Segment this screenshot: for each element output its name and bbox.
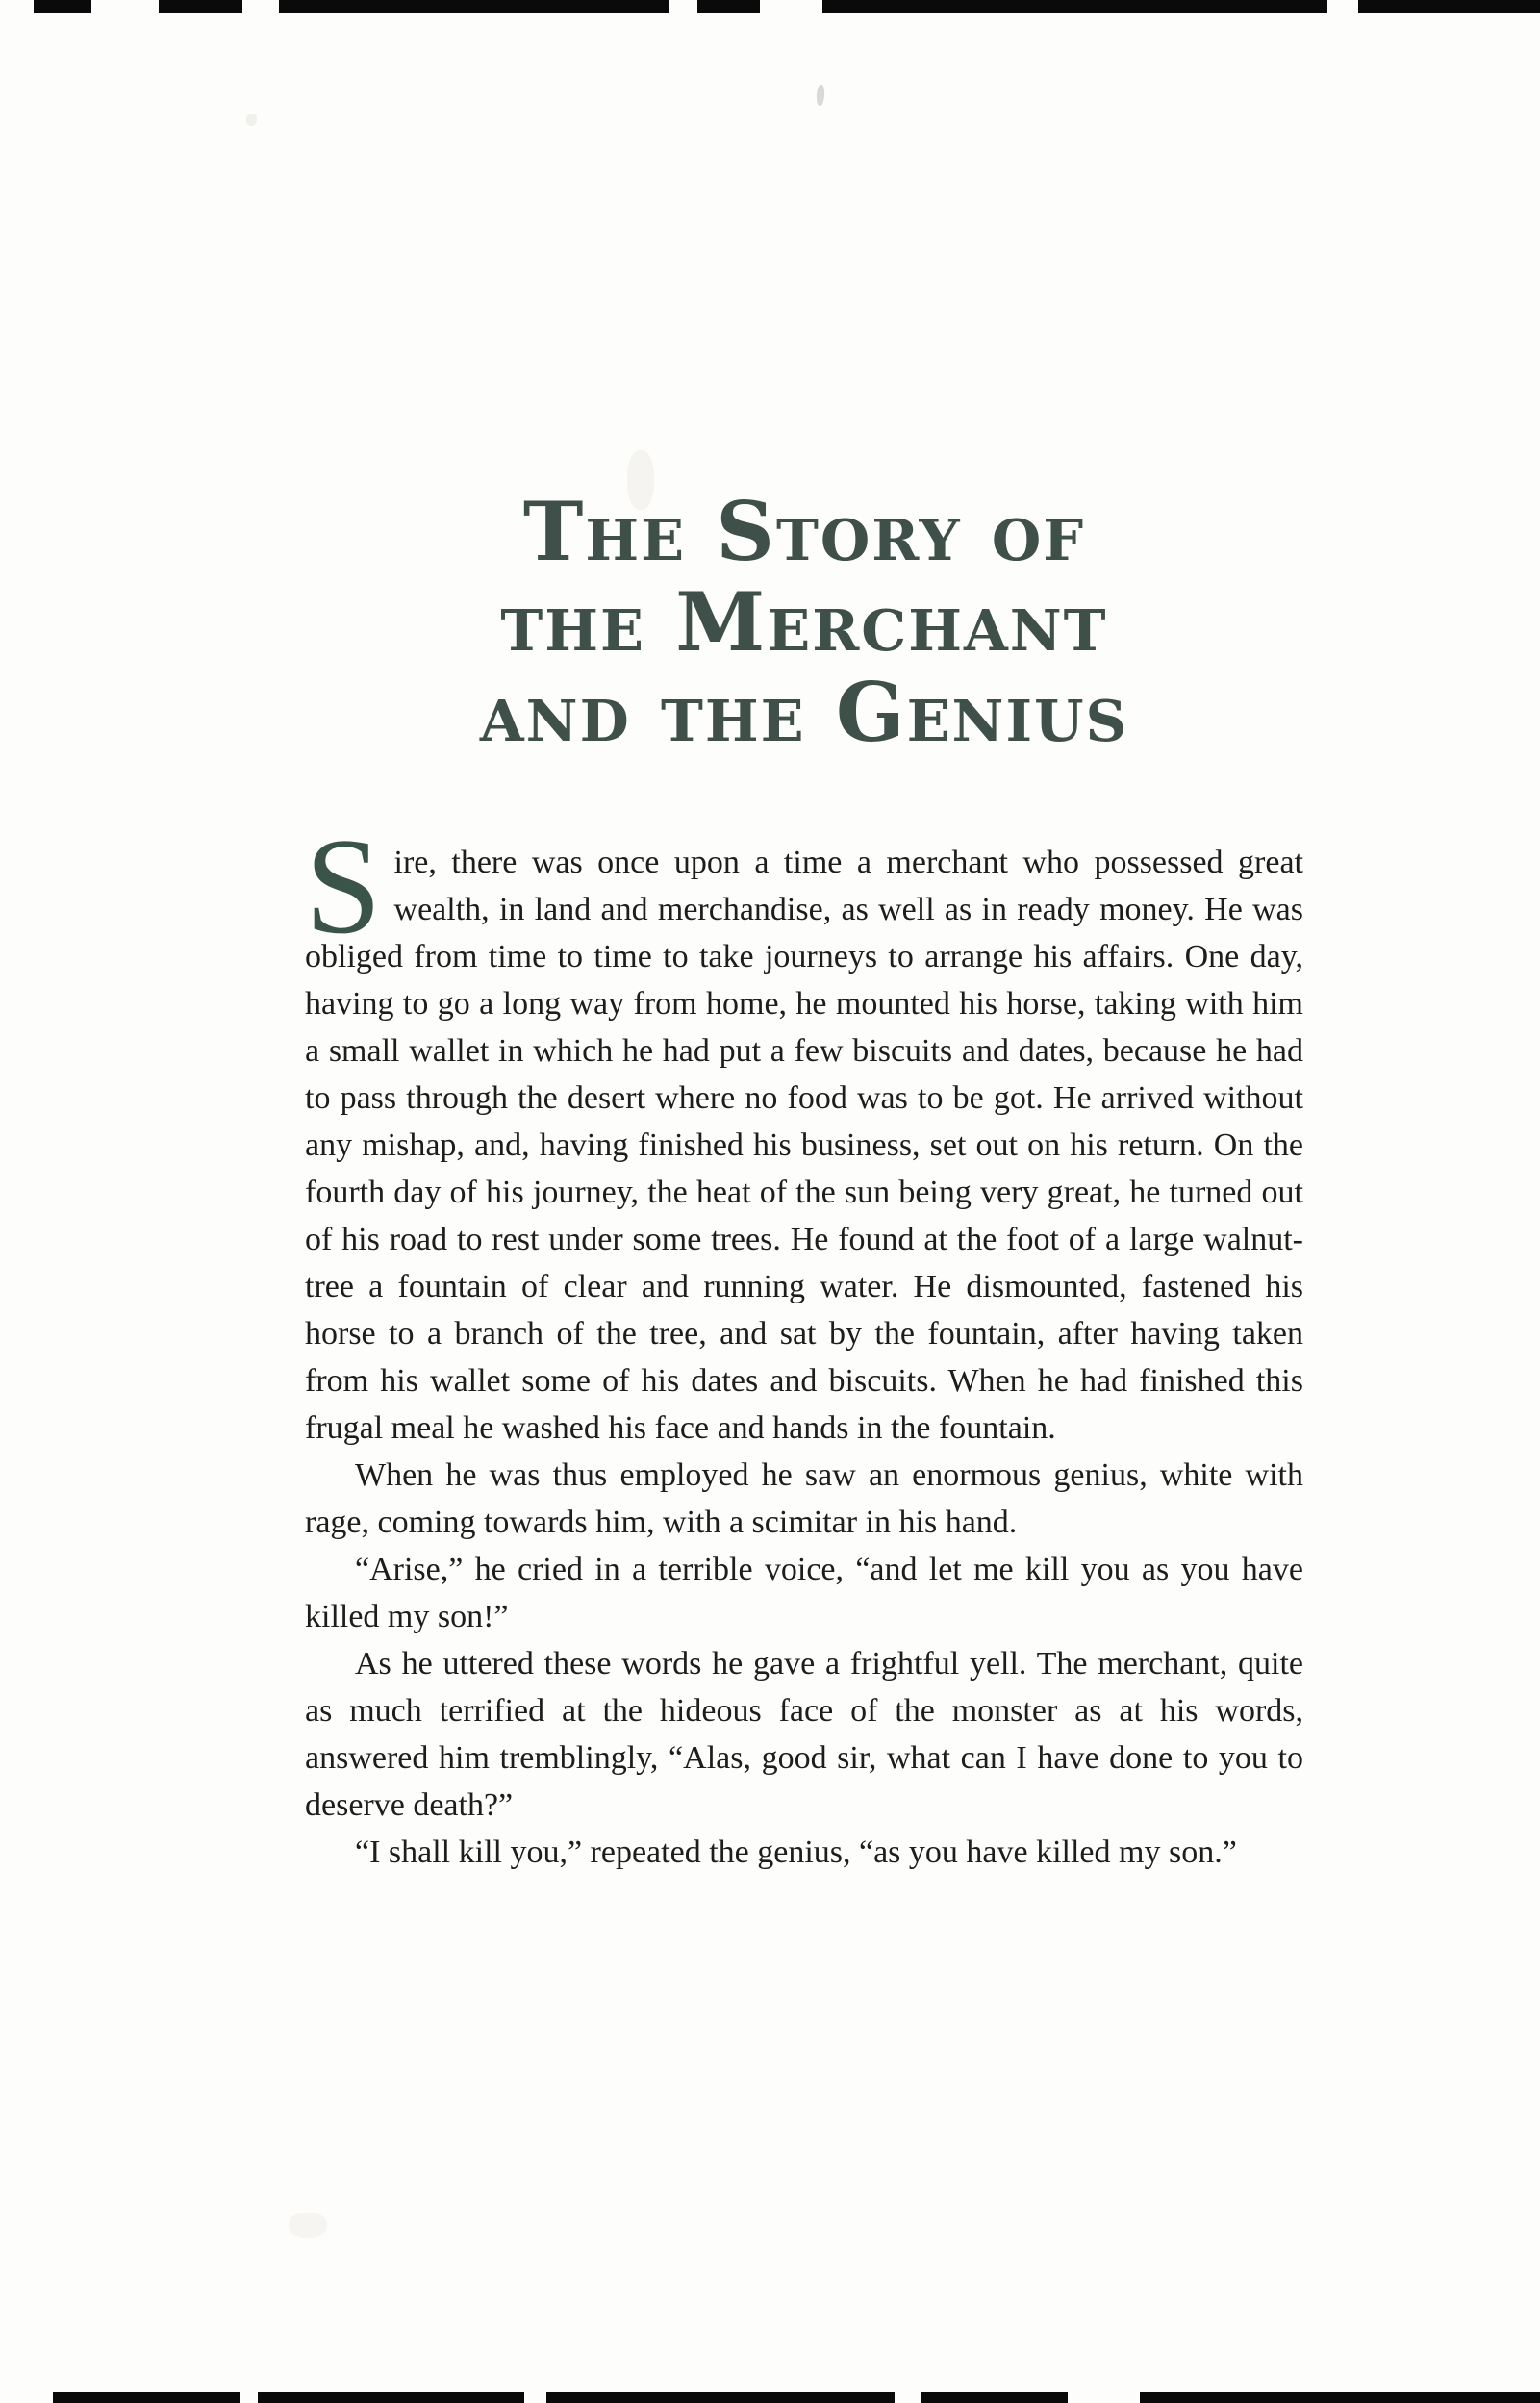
story-title (305, 484, 1303, 760)
title-line-3: and the Genius (479, 665, 1129, 760)
scan-edge-artifact-top (34, 0, 91, 13)
scan-edge-artifact-bottom (921, 2392, 1068, 2403)
story-paragraph: “I shall kill you,” repeated the genius, “as you have killed my son.” (355, 1834, 1237, 1870)
scan-edge-artifact-top (697, 0, 760, 13)
scan-edge-artifact-bottom (53, 2392, 240, 2403)
story-paragraph (305, 810, 1303, 1452)
scan-edge-artifact-bottom (546, 2392, 895, 2403)
scan-smudge (246, 114, 257, 126)
drop-cap: S (305, 810, 382, 962)
scan-smudge (816, 85, 825, 107)
scan-edge-artifact-top (822, 0, 1327, 13)
scan-smudge (289, 2213, 327, 2238)
scan-edge-artifact-bottom (1140, 2392, 1540, 2403)
scan-edge-artifact-top (279, 0, 669, 13)
title-line-1: The Story of (522, 484, 1086, 579)
scan-edge-artifact-bottom (258, 2392, 524, 2403)
scan-edge-artifact-top (1358, 0, 1540, 13)
paragraph-text: ire, there was once upon a time a merchant who possessed great wealth, in land and merchandise, as well as in ready money. He was obliged from time to time to take journeys to arrange his affairs. One day, having to go a long way from home, he mounted his horse, taking with him a small wallet in which he had put a few biscuits and dates, because he had to pass through the desert where no food was to be got. He arrived without any mishap, and, having finished his business, set out on his return. On the fourth day of his journey, the heat of the sun being very great, he turned out of his road to rest under some trees. He found at the foot of a large walnut-tree a fountain of clear and running water. He dismounted, fastened his horse to a branch of the tree, and sat by the fountain, after having taken from his wallet some of his dates and biscuits. When he had finished this frugal meal he washed his face and hands in the fountain. (305, 845, 1303, 1446)
story-paragraph: As he uttered these words he gave a frightful yell. The merchant, quite as much terrified at the hideous face of the monster as at his words, answered him tremblingly, “Alas, good sir, what can I have done to you to deserve death?” (305, 1646, 1303, 1823)
story-text (305, 810, 1303, 1876)
scan-edge-artifact-top (159, 0, 242, 13)
title-line-2: the Merchant (500, 574, 1108, 670)
story-paragraph: “Arise,” he cried in a terrible voice, “and let me kill you as you have killed my son!” (305, 1552, 1303, 1634)
story-paragraph: When he was thus employed he saw an enormous genius, white with rage, coming towards him, with a scimitar in his hand. (305, 1457, 1303, 1540)
